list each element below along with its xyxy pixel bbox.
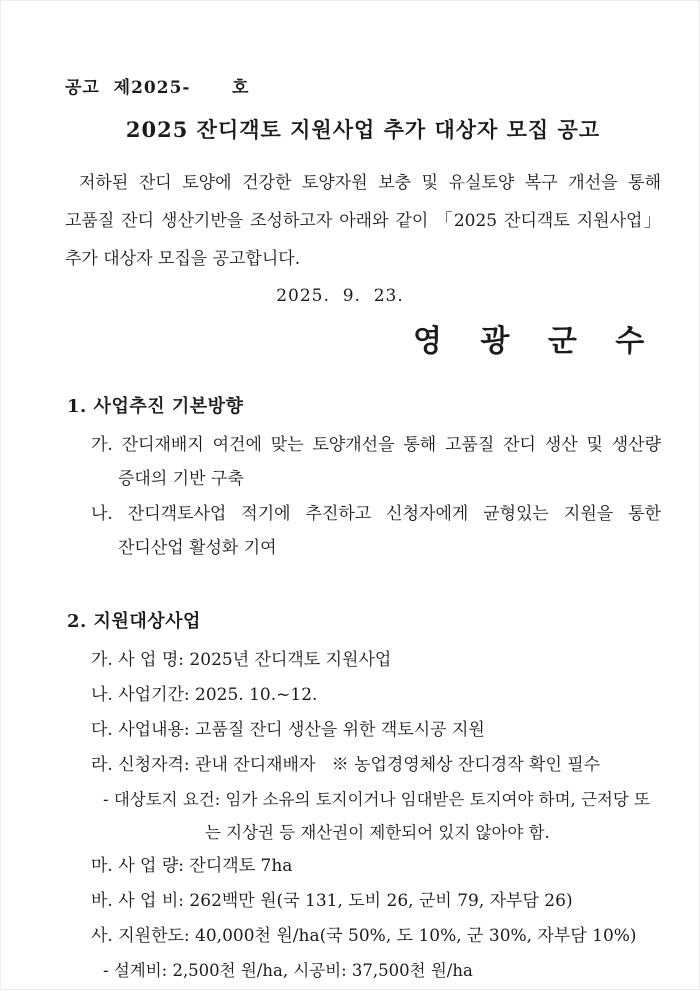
section2-item-project-volume: 마. 사 업 량: 잔디객토 7ha [91, 856, 293, 876]
section1-heading: 1. 사업추진 기본방향 [67, 396, 244, 417]
section2-sub-land-requirement-line2: 는 지상권 등 재산권이 제한되어 있지 않아야 함. [205, 823, 550, 842]
section2-heading: 2. 지원대상사업 [67, 611, 201, 632]
announcement-document [1, 1, 700, 991]
document-title: 2025 잔디객토 지원사업 추가 대상자 모집 공고 [125, 117, 601, 142]
announcement-date: 2025. 9. 23. [276, 286, 404, 306]
section2-item-project-content: 다. 사업내용: 고품질 잔디 생산을 위한 객토시공 지원 [91, 720, 485, 740]
section-basic-direction [65, 392, 667, 565]
section2-item-eligibility: 라. 신청자격: 관내 잔디재배자 ※ 농업경영체상 잔디경작 확인 필수 [91, 755, 601, 775]
intro-paragraph: 저하된 잔디 토양에 건강한 토양자원 보충 및 유실토양 복구 개선을 통해 고품질 잔디 생산기반을 조성하고자 아래와 같이 「2025 잔디객토 지원사업」 추가 대상자 모집을 공고합니다. [65, 173, 667, 269]
section1-item-na: 나. 잔디객토사업 적기에 추진하고 신청자에게 균형있는 지원을 통한 잔디산업 활성화 기여 [91, 504, 667, 558]
section2-item-project-period: 나. 사업기간: 2025. 10.~12. [91, 685, 318, 705]
section-support-target [65, 607, 661, 987]
section1-item-ga: 가. 잔디재배지 여건에 맞는 토양개선을 통해 고품질 잔디 생산 및 생산량 증대의 기반 구축 [91, 435, 667, 489]
section2-item-project-name: 가. 사 업 명: 2025년 잔디객토 지원사업 [91, 650, 392, 670]
section2-sub-land-requirement-line1: - 대상토지 요건: 임가 소유의 토지이거나 임대받은 토지여야 하며, 근저당 또 [103, 790, 650, 809]
issuer-signature: 영 광 군 수 [413, 324, 659, 359]
section2-item-support-limit: 사. 지원한도: 40,000천 원/ha(국 50%, 도 10%, 군 30%, 자부담 10%) [91, 926, 637, 946]
announcement-number: 공고 제2025- 호 [65, 78, 250, 98]
section2-item-project-budget: 바. 사 업 비: 262백만 원(국 131, 도비 26, 군비 79, 자부담 26) [91, 891, 573, 911]
section2-sub-cost-detail: - 설계비: 2,500천 원/ha, 시공비: 37,500천 원/ha [103, 961, 473, 980]
